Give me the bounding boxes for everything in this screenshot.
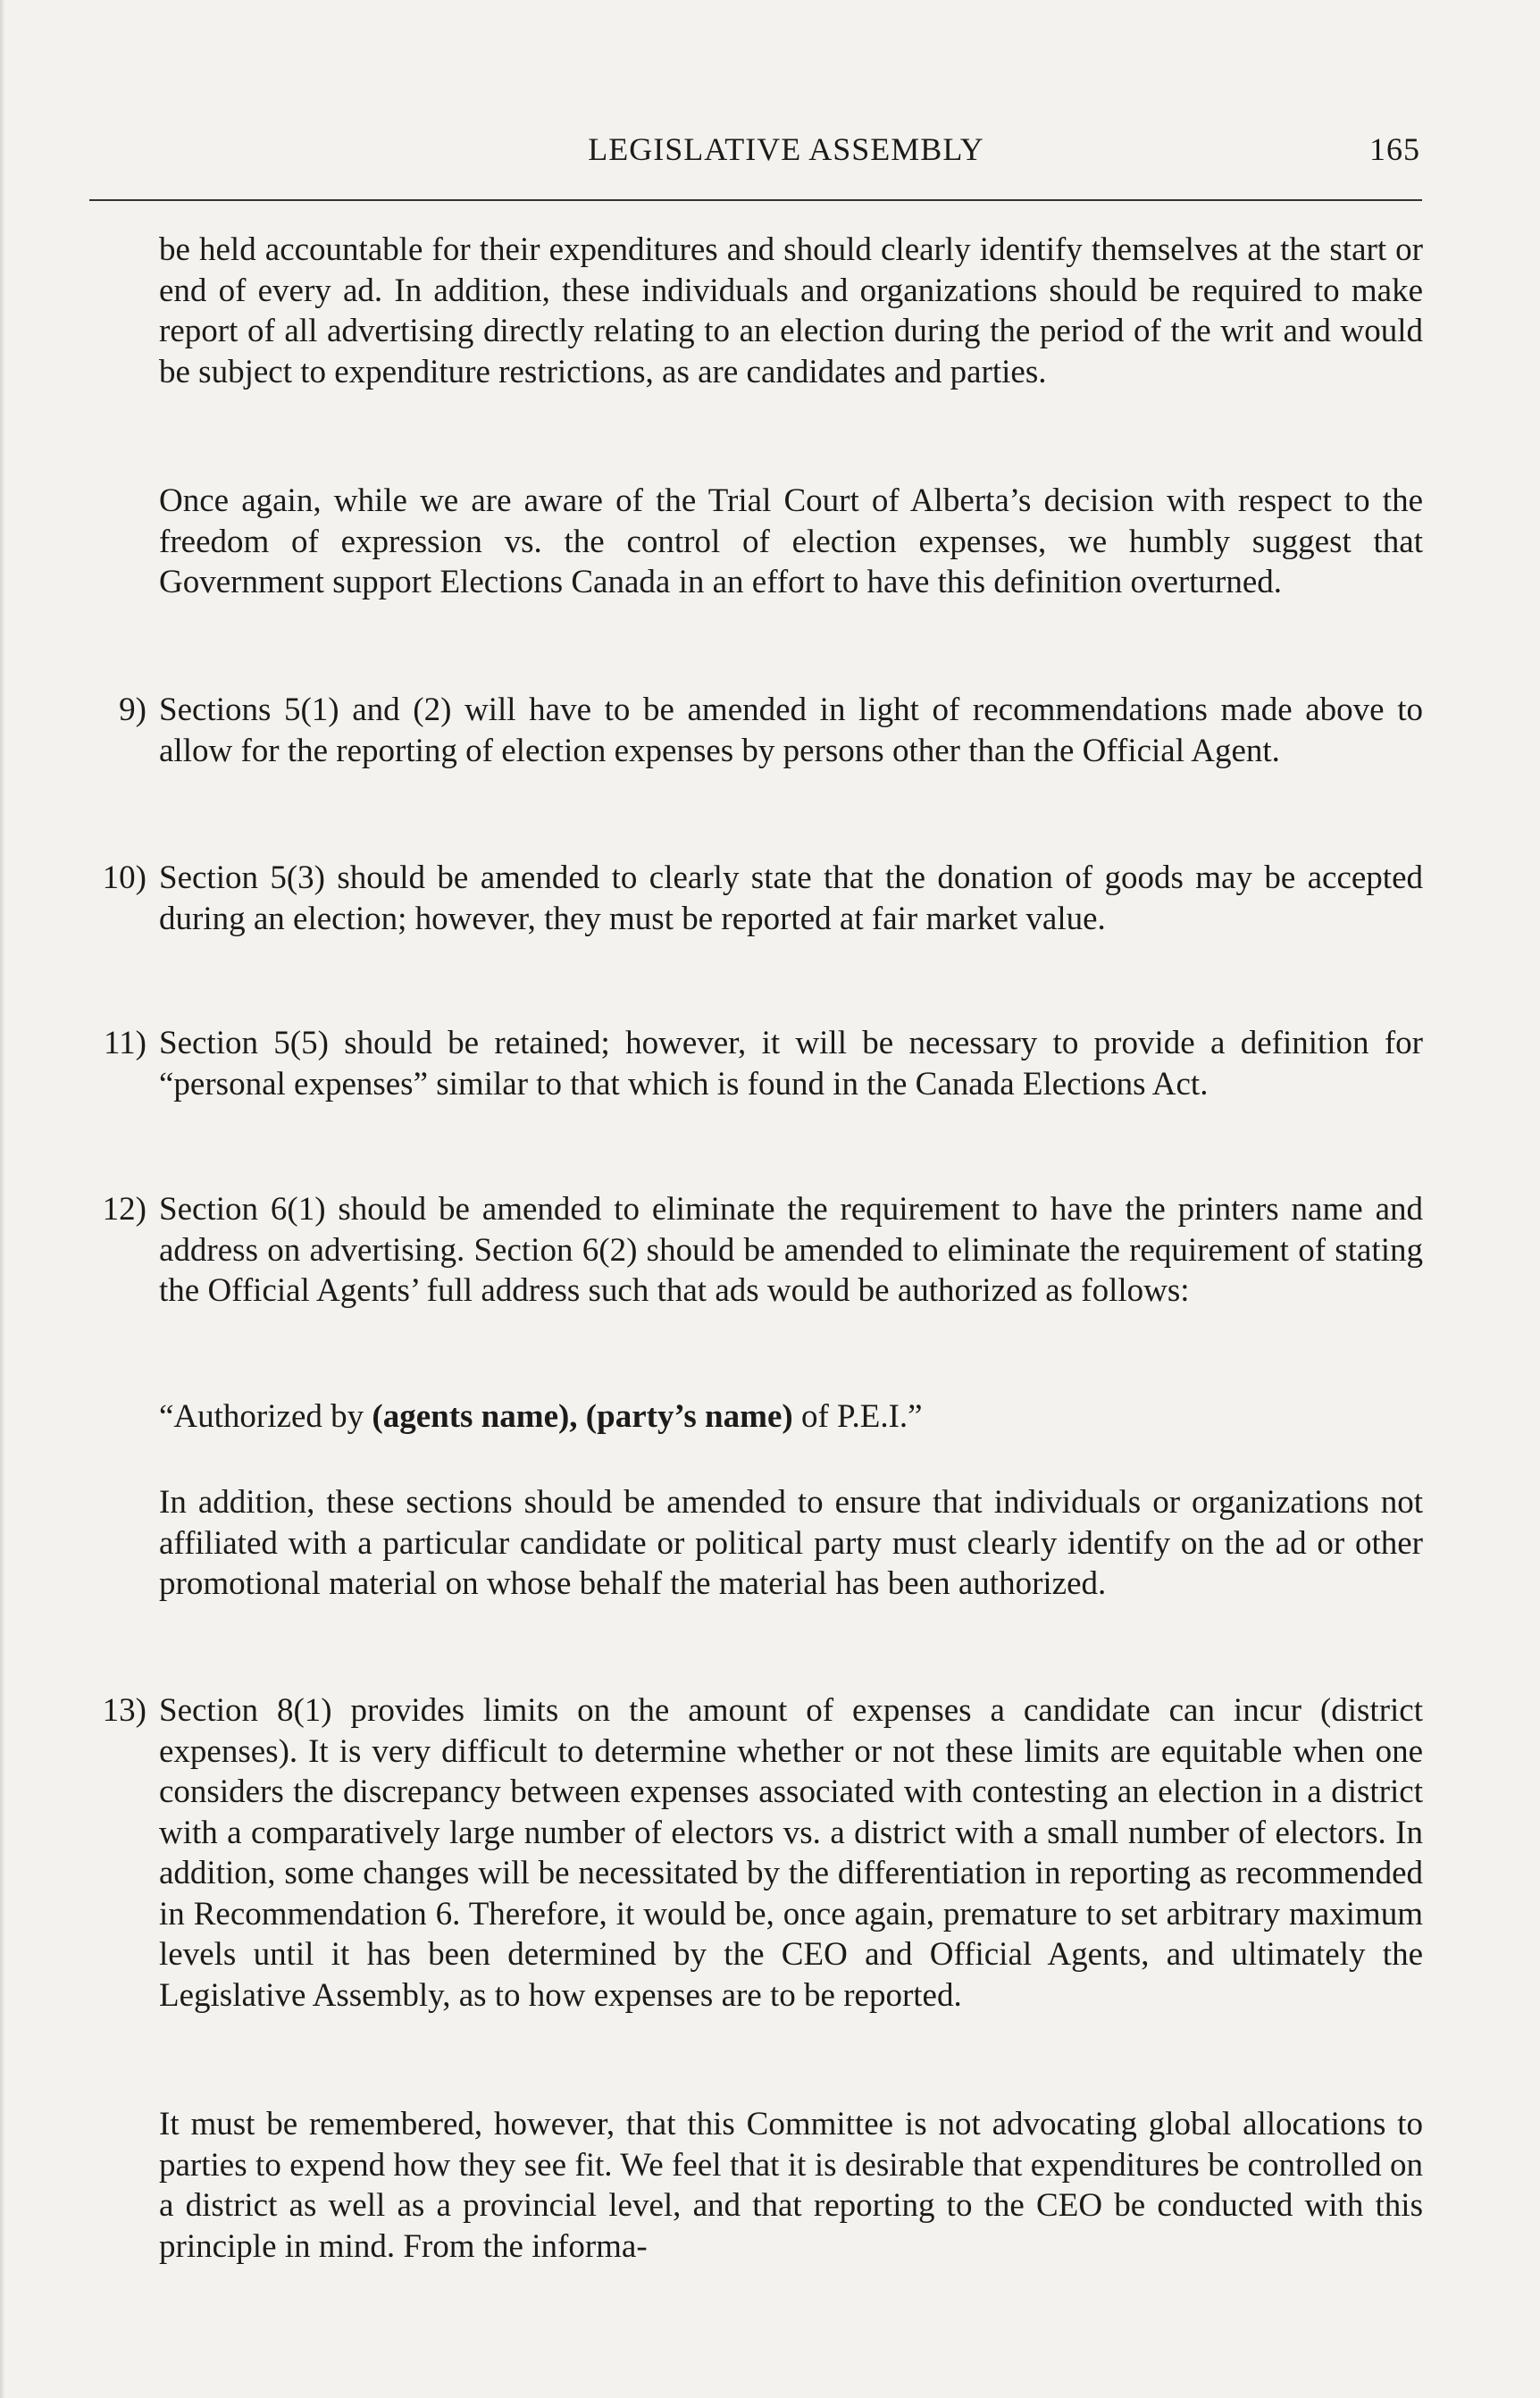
paragraph: It must be remembered, however, that this Committee is not advocating global allocations to parties to expend how they see fit. We feel that it is desirable that expenditures be controlled on a district as well as a provincial level, and that reporting to the CEO be conducted with this principle in mind. From the informa-: [159, 2106, 1423, 2265]
paragraph: Once again, while we are aware of the Trial Court of Alberta’s decision with respect to the freedom of expression vs. the control of election expenses, we humbly suggest that Government support Elections Canada in an effort to have this definition overturned.: [159, 482, 1423, 600]
item-number: 13): [102, 1692, 146, 1729]
quote-suffix: of P.E.I.”: [792, 1398, 923, 1435]
list-item: Section 8(1) provides limits on the amount of expenses a candidate can incur (district expenses). It is very difficult to determine whether or not these limits are equitable when one considers the discrepancy between expenses associated with contesting an election in a district with a comparatively large number of electors vs. a district with a small number of electors. In addition, some changes will be necessitated by the differentiation in reporting as recommended in Recommendation 6. Therefore, it would be, once again, premature to set arbitrary maximum levels until it has been determined by the CEO and Official Agents, and ultimately the Legislative Assembly, as to how expenses are to be reported.: [159, 1692, 1423, 2014]
item-number: 9): [119, 692, 146, 728]
list-item: Sections 5(1) and (2) will have to be amended in light of recommendations made above to allow for the reporting of election expenses by persons other than the Official Agent.: [159, 692, 1423, 769]
running-header: [152, 130, 1420, 172]
header-rule: [89, 199, 1422, 201]
running-header-title: LEGISLATIVE ASSEMBLY: [588, 131, 984, 167]
item-number: 12): [102, 1191, 146, 1228]
item-number: 10): [102, 859, 146, 896]
list-item: Section 5(5) should be retained; however, it will be necessary to provide a definition for “personal expenses” similar to that which is found in the Canada Elections Act.: [159, 1025, 1423, 1103]
list-item: Section 5(3) should be amended to clearly state that the donation of goods may be accepted during an election; however, they must be reported at fair market value.: [159, 859, 1423, 937]
paragraph: In addition, these sections should be amended to ensure that individuals or organizations not affiliated with a particular candidate or political party must clearly identify on the ad or other promotional material on whose behalf the material has been authorized.: [159, 1484, 1423, 1602]
paragraph: be held accountable for their expenditures and should clearly identify themselves at the start or end of every ad. In addition, these individuals and organizations should be required to make report of all advertising directly relating to an election during the period of the writ and would be subject to expenditure restrictions, as are candidates and parties.: [159, 231, 1423, 390]
quote-prefix: “Authorized by: [159, 1398, 372, 1435]
page-edge-shadow: [0, 0, 5, 2398]
item-number: 11): [104, 1025, 146, 1061]
page-number: 165: [1369, 131, 1420, 167]
list-item: Section 6(1) should be amended to eliminate the requirement to have the printers name and address on advertising. Section 6(2) should be amended to eliminate the requirement of stating the Official Agents’ full address such that ads would be authorized as follows:: [159, 1191, 1423, 1309]
authorization-quote: [159, 1396, 1423, 1438]
quote-bold-placeholder: (agents name), (party’s name): [372, 1398, 793, 1435]
